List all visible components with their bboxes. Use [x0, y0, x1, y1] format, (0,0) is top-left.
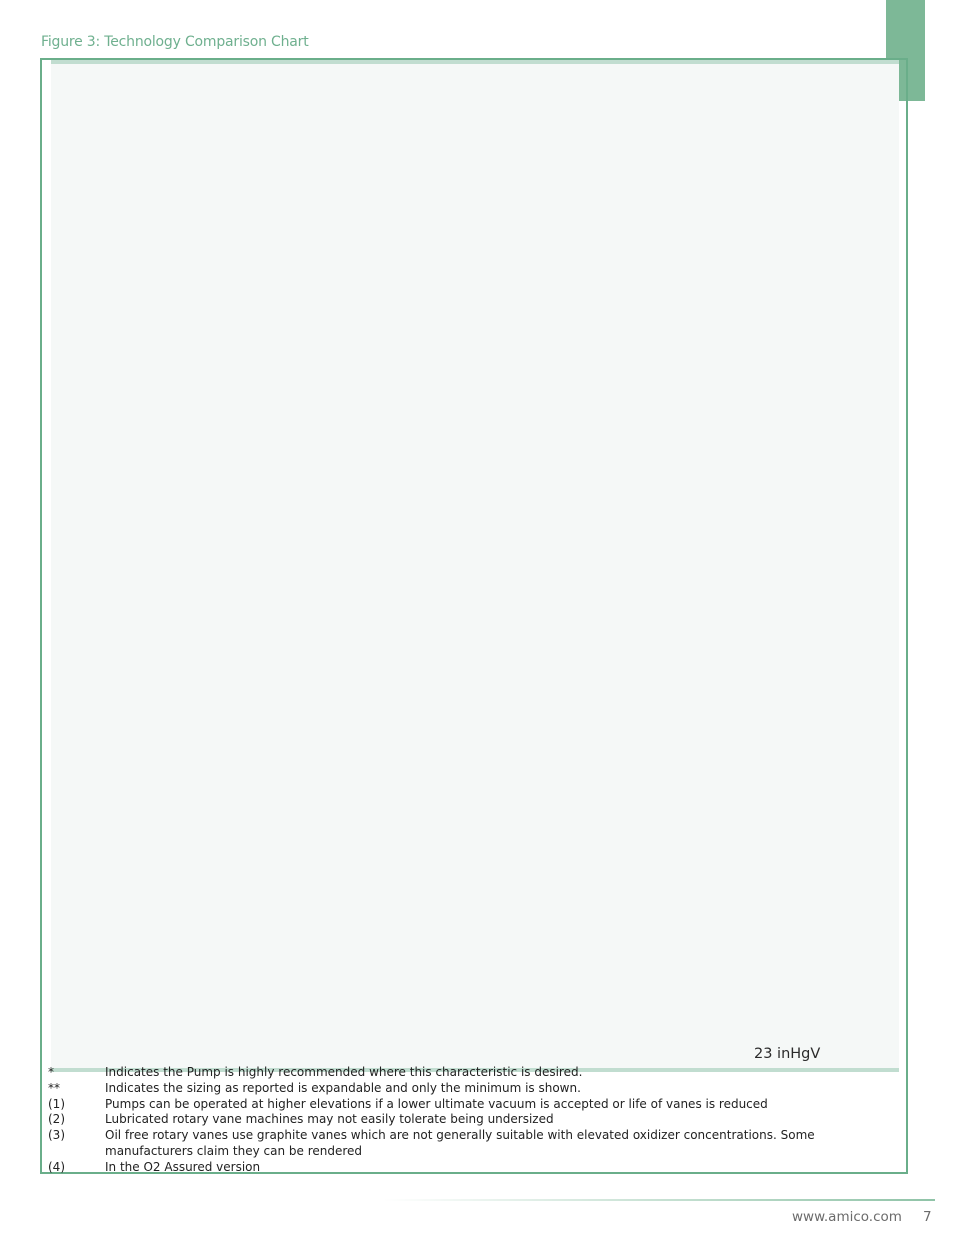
footnote [48, 1112, 880, 1128]
comparison-table [51, 60, 899, 1072]
footnote-mark: (4) [48, 1159, 65, 1174]
footnote-text: Indicates the Pump is highly recommended where this characteristic is desired. [105, 1065, 583, 1079]
figure-title: Figure 3: Technology Comparison Chart [41, 34, 309, 50]
footnote [48, 1128, 880, 1160]
footnote [48, 1160, 880, 1176]
footnote-mark: (1) [48, 1096, 65, 1111]
footnote [48, 1065, 880, 1081]
footnote-mark: * [48, 1065, 54, 1079]
page-number: 7 [923, 1209, 932, 1225]
footnote [48, 1081, 880, 1097]
footnotes [48, 1065, 880, 1176]
footnote-mark: ** [48, 1080, 60, 1095]
footer-url: www.amico.com [792, 1209, 902, 1225]
footnote-text: In the O2 Assured version [105, 1159, 261, 1174]
footnote-text: Oil free rotary vanes use graphite vanes which are not generally suitable with elevated oxidizer concentrations. Some manufacturers claim they can be rendered [105, 1128, 815, 1158]
footnote-text: Lubricated rotary vane machines may not easily tolerate being undersized [105, 1112, 554, 1127]
footnote-mark: (2) [48, 1112, 65, 1127]
cell-text: 23 inHgV [754, 1046, 821, 1062]
footnote [48, 1097, 880, 1113]
footnote-text: Pumps can be operated at higher elevations if a lower ultimate vacuum is accepted or life of vanes is reduced [105, 1096, 768, 1111]
footnote-text: Indicates the sizing as reported is expandable and only the minimum is shown. [105, 1080, 581, 1095]
cell-background [57, 64, 899, 1068]
footer-rule [383, 1199, 935, 1201]
footnote-mark: (3) [48, 1128, 65, 1143]
